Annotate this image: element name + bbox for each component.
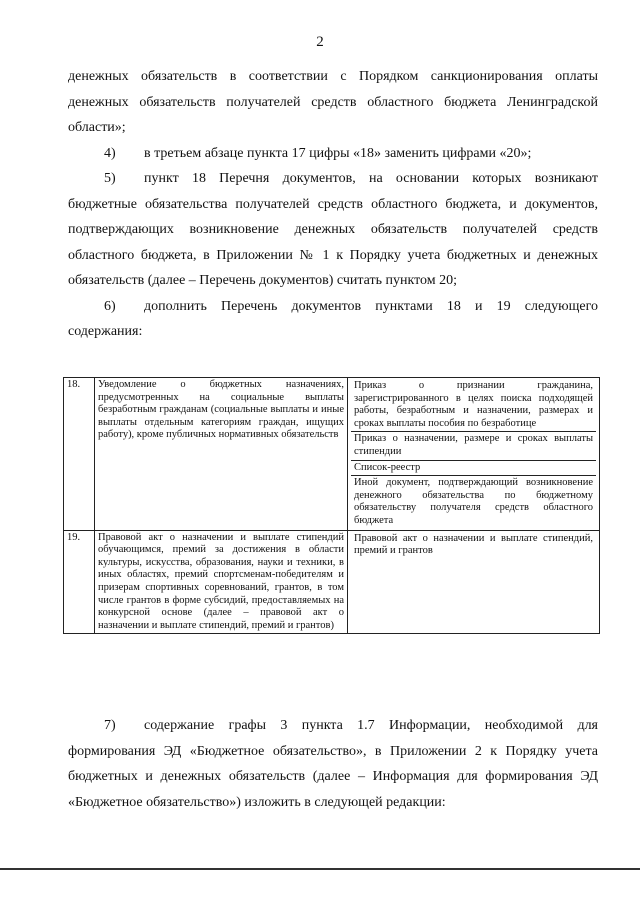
do-document: Список-реестр (351, 461, 596, 477)
do-document: Иной документ, подтверждающий возникновение денежного обязательства по бюджетному обязательству получателя средств областного бюджета (354, 477, 593, 526)
paragraph-item-5: 5) пункт 18 Перечня документов, на основании которых возникают бюджетные обязательства получателей средств областного бюджета, и документов, подтверждающих возникновение денежных обязательств получателей средств областного бюджета, в Приложении № 1 к Порядку учета бюджетных и денежных обязательств (далее – Перечень документов) считать пунктом 20; (68, 166, 598, 294)
do-documents-cell (348, 530, 600, 634)
page-number: 2 (316, 34, 324, 50)
documents-table (63, 377, 600, 634)
item-number: 4) (104, 145, 116, 161)
body-text-top (68, 64, 598, 345)
do-documents-cell (348, 378, 600, 531)
bo-document-cell: Правовой акт о назначении и выплате стипендий обучающимся, премий за достижения в области культуры, искусства, образования, науки и техники, в иных областях, премий спортсменам-победителям и призерам спортивных соревнований, грантов, в том числе грантов в форме субсидий, предоставляемых на конкурсной основе (далее – правовой акт о назначении и выплате стипендий, премий и грантов) (95, 530, 348, 634)
do-document: Приказ о назначении, размере и сроках выплаты стипендии (351, 432, 596, 460)
do-document: Приказ о признании гражданина, зарегистрированного в целях поиска подходящей работы, безработным и назначении, размерах и сроках выплаты пособия по безработице (351, 379, 596, 432)
body-text-bottom (68, 713, 598, 815)
do-document: Правовой акт о назначении и выплате стипендий, премий и грантов (354, 532, 593, 557)
item-number: 6) (104, 298, 116, 314)
item-number: 7) (104, 718, 116, 733)
item-number: 5) (104, 171, 116, 186)
paragraph-item-7: 7) содержание графы 3 пункта 1.7 Информации, необходимой для формирования ЭД «Бюджетное обязательство», в Приложении 2 к Порядку учета бюджетных и денежных обязательств (далее – Информация для формирования ЭД «Бюджетное обязательство») изложить в следующей редакции: (68, 713, 598, 815)
row-number: 18. (64, 378, 95, 531)
bo-document-cell: Уведомление о бюджетных назначениях, предусмотренных на социальные выплаты безработным гражданам (социальные выплаты и иные выплаты отдельным категориям граждан, ищущих работу), кроме публичных нормативных обязательств (95, 378, 348, 531)
table-row (64, 530, 600, 634)
paragraph-item-4: 4) в третьем абзаце пункта 17 цифры «18» заменить цифрами «20»; (68, 141, 598, 167)
paragraph-continuation: денежных обязательств в соответствии с Порядком санкционирования оплаты денежных обязательств получателей средств областного бюджета Ленинградской области»; (68, 69, 598, 135)
table-row (64, 378, 600, 531)
paragraph-item-6: 6) дополнить Перечень документов пунктами 18 и 19 следующего содержания: (68, 294, 598, 345)
row-number: 19. (64, 530, 95, 634)
page-bottom-rule (0, 868, 640, 870)
